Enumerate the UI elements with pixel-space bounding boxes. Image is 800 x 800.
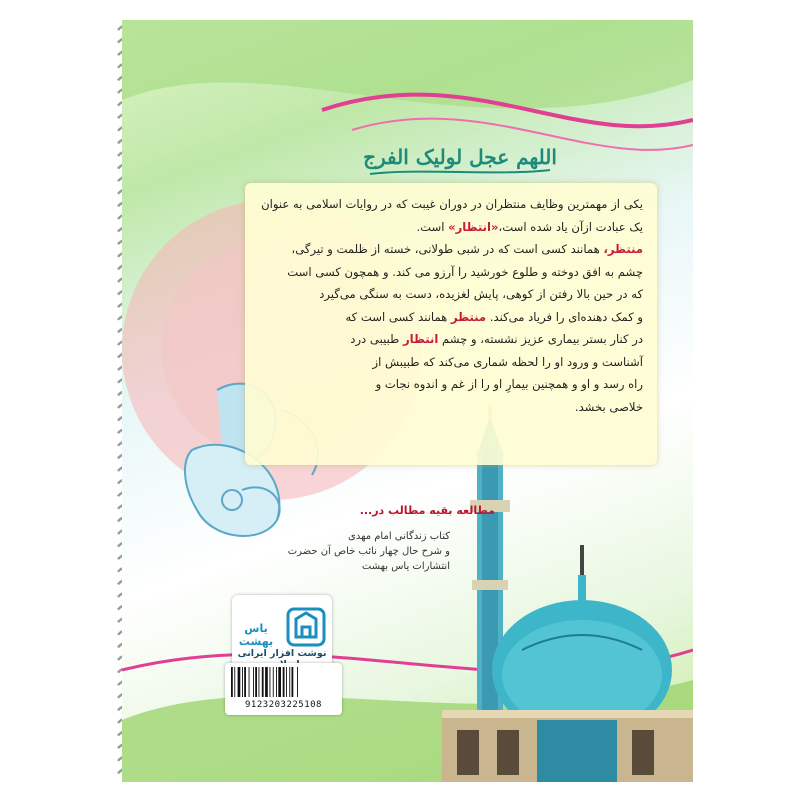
brand-subtitle: نوشت افزار ایرانی <box>237 648 327 659</box>
panel-line-3 <box>259 238 643 261</box>
panel-line-8: آشناست و ورود او را لحظه شماری می‌کند که طبیبش از <box>372 354 643 369</box>
text-span: است. <box>416 219 449 234</box>
text-span: همانند کسی است که در شبی طولانی، خسته از ظلمت و تیرگی، <box>291 242 604 256</box>
calligraphy-title <box>360 130 560 180</box>
svg-text:اللهم عجل لولیک الفرج: اللهم عجل لولیک الفرج <box>363 145 557 169</box>
further-reading-line-3: انتشارات یاس بهشت <box>361 561 450 572</box>
panel-line-7 <box>259 328 643 351</box>
further-reading-title: مطالعه بقیه مطالب در... <box>359 504 495 517</box>
panel-line-1: یکی از مهمترین وظایف منتظران در دوران غیبت که در روایات اسلامی به عنوان <box>261 197 643 211</box>
highlight-word: «انتظار» <box>448 219 499 234</box>
panel-line-10: خلاصی بخشد. <box>574 399 643 414</box>
panel-line-4: چشم به افق دوخته و طلوع خورشید را آرزو می کند. و همچون کسی است <box>287 264 643 279</box>
text-span: طبیبی درد <box>350 332 403 346</box>
intro-text-panel <box>245 183 657 465</box>
brand-name: یاس بهشت <box>238 622 274 648</box>
barcode-number: 9123203225108 <box>245 700 322 710</box>
brand-logo-icon <box>286 607 326 647</box>
further-reading-line-2: و شرح حال چهار نائب خاص آن حضرت <box>287 546 450 557</box>
text-span: یک عبادت ازآن یاد شده است، <box>498 219 643 234</box>
further-reading-line-1: کتاب زندگانی امام مهدی <box>348 531 450 542</box>
highlight-word: منتظر، <box>603 242 643 256</box>
text-span: همانند کسی است که <box>345 309 451 324</box>
panel-line-2 <box>259 216 643 239</box>
barcode-icon <box>231 667 336 701</box>
highlight-word: منتظر <box>450 309 487 324</box>
panel-line-9: راه رسد و او و همچنین بیمارِ او را از غم و اندوه نجات و <box>375 377 643 391</box>
text-span: و کمک دهنده‌ای را فریاد می‌کند. <box>486 309 643 324</box>
text-span: در کنار بستر بیماری عزیز نشسته، و چشم <box>438 332 643 346</box>
highlight-word: انتظار <box>402 332 439 346</box>
panel-line-5: که در حین بالا رفتن از کوهی، پایش لغزیده، دست به سنگی می‌گیرد <box>319 287 643 301</box>
panel-line-6 <box>259 306 643 329</box>
